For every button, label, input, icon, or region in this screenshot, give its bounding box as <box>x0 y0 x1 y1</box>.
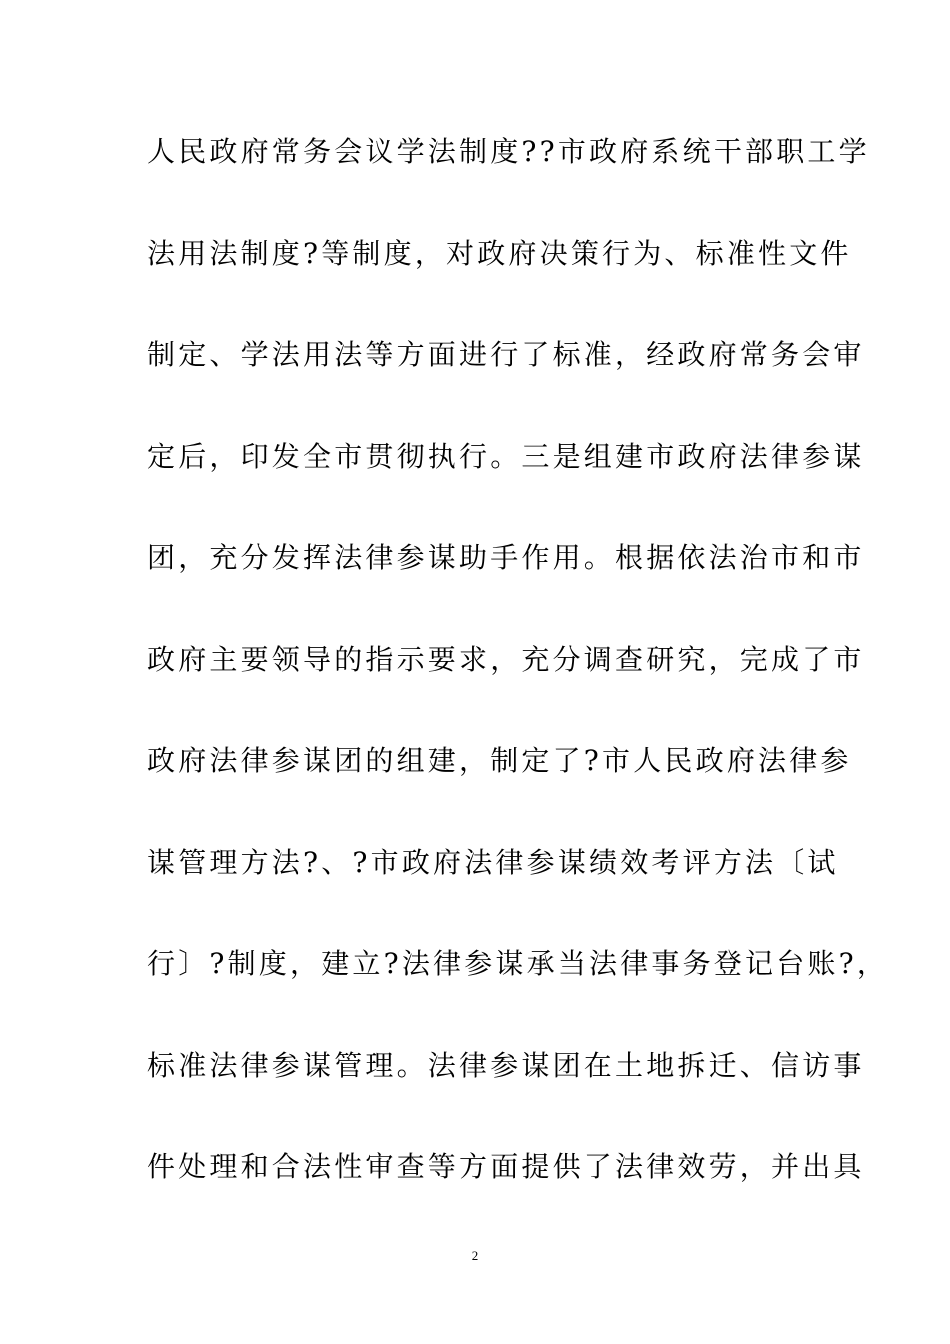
page-number: 2 <box>471 1248 479 1263</box>
body-text <box>147 128 889 1245</box>
text-line-1: 人民政府常务会议学法制度??市政府系统干部职工学 <box>147 135 870 168</box>
text-line-5: 团，充分发挥法律参谋助手作用。根据依法治市和市 <box>147 541 865 574</box>
text-line-8: 谋管理方法?、?市政府法律参谋绩效考评方法〔试 <box>147 845 839 879</box>
text-line-3: 制定、学法用法等方面进行了标准，经政府常务会审 <box>147 338 865 371</box>
text-line-7: 政府法律参谋团的组建，制定了?市人民政府法律参 <box>147 744 852 777</box>
text-line-11: 件处理和合法性审查等方面提供了法律效劳，并出具 <box>147 1150 865 1183</box>
text-line-9: 行〕?制度，建立?法律参谋承当法律事务登记台账?， <box>147 947 889 980</box>
text-line-6: 政府主要领导的指示要求，充分调查研究，完成了市 <box>147 642 865 676</box>
text-line-10: 标准法律参谋管理。法律参谋团在土地拆迁、信访事 <box>147 1048 865 1082</box>
text-line-2: 法用法制度?等制度，对政府决策行为、标准性文件 <box>147 236 852 270</box>
text-line-4: 定后，印发全市贯彻执行。三是组建市政府法律参谋 <box>147 439 865 473</box>
